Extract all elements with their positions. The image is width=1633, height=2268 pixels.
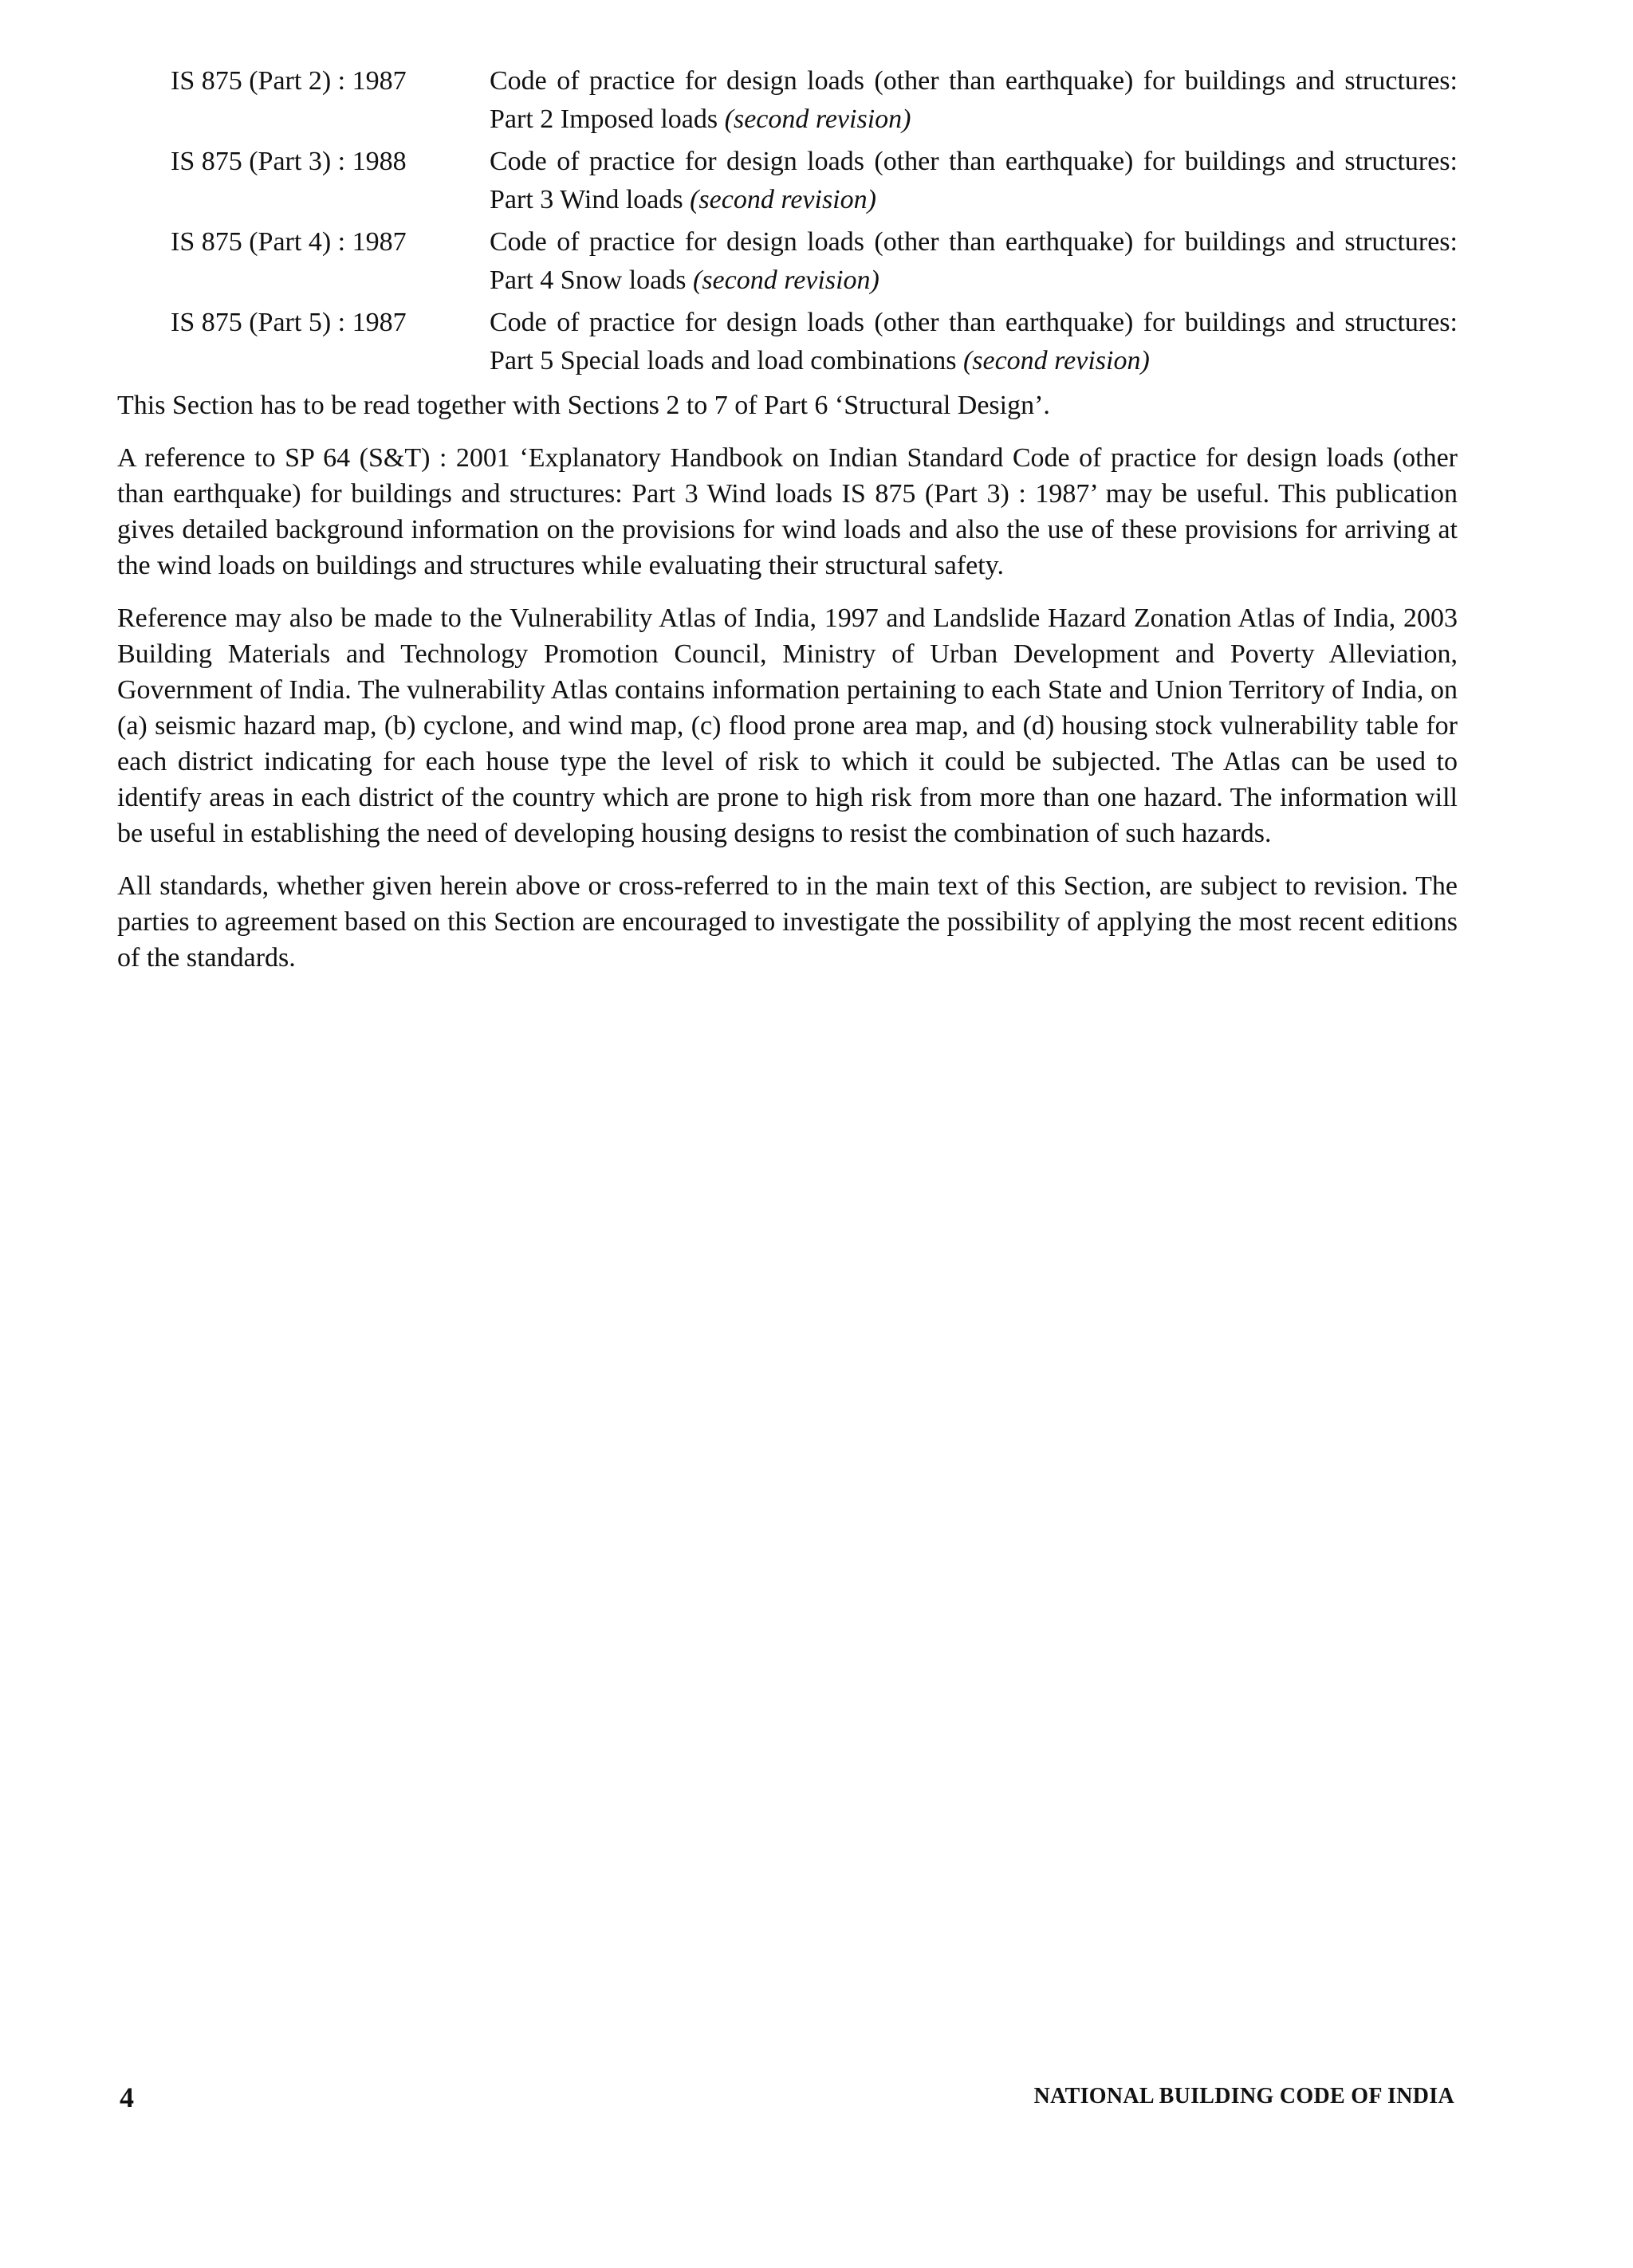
- reference-description: [490, 304, 1458, 380]
- reference-code: IS 875 (Part 3) : 1988: [171, 147, 407, 176]
- reference-title: Code of practice for design loads (other than earthquake) for buildings and structures: Part 4 Snow loads: [490, 227, 1458, 295]
- reference-description: [490, 223, 1458, 300]
- paragraph-section-note: This Section has to be read together with Sections 2 to 7 of Part 6 ‘Structural Design’.: [117, 391, 1050, 420]
- reference-title: Code of practice for design loads (other than earthquake) for buildings and structures: Part 5 Special loads and load combinations: [490, 308, 1458, 375]
- reference-item: [171, 223, 1458, 300]
- reference-code: IS 875 (Part 4) : 1987: [171, 227, 407, 257]
- reference-revision: (second revision): [693, 265, 879, 295]
- reference-title: Code of practice for design loads (other than earthquake) for buildings and structures: Part 2 Imposed loads: [490, 66, 1458, 134]
- reference-item: [171, 304, 1458, 380]
- reference-description: [490, 143, 1458, 219]
- paragraph-sp64-reference: A reference to SP 64 (S&T) : 2001 ‘Explanatory Handbook on Indian Standard Code of practice for design loads (other than earthquake) for buildings and structures: Part 3 Wind loads IS 875 (Part 3) : 1987’ may be useful. This publication gives detailed background information on the provisions for wind loads and also the use of these provisions for arriving at the wind loads on buildings and structures while evaluating their structural safety.: [117, 443, 1458, 580]
- reference-item: [171, 143, 1458, 219]
- reference-item: [171, 62, 1458, 139]
- paragraph-standards-revision: All standards, whether given herein above or cross-referred to in the main text of this Section, are subject to revision. The parties to agreement based on this Section are encouraged to investigate the possibility of applying the most recent editions of the standards.: [117, 871, 1458, 973]
- reference-revision: (second revision): [962, 346, 1150, 375]
- paragraph-vulnerability-atlas: Reference may also be made to the Vulnerability Atlas of India, 1997 and Landslide Hazard Zonation Atlas of India, 2003 Building Materials and Technology Promotion Council, Ministry of Urban Development and Poverty Alleviation, Government of India. The vulnerability Atlas contains information pertaining to each State and Union Territory of India, on (a) seismic hazard map, (b) cyclone, and wind map, (c) flood prone area map, and (d) housing stock vulnerability table for each district indicating for each house type the level of risk to which it could be subjected. The Atlas can be used to identify areas in each district of the country which are prone to high risk from more than one hazard. The information will be useful in establishing the need of developing housing designs to resist the combination of such hazards.: [117, 603, 1458, 848]
- reference-code: IS 875 (Part 5) : 1987: [171, 308, 407, 337]
- reference-description: [490, 62, 1458, 139]
- standards-reference-list: [171, 62, 1458, 384]
- running-footer-title: NATIONAL BUILDING CODE OF INDIA: [1033, 2084, 1454, 2109]
- reference-code: IS 875 (Part 2) : 1987: [171, 66, 407, 96]
- body-text: [117, 387, 1458, 992]
- reference-revision: (second revision): [690, 185, 876, 214]
- reference-title: Code of practice for design loads (other than earthquake) for buildings and structures: Part 3 Wind loads: [490, 147, 1458, 214]
- page-number: 4: [120, 2081, 134, 2113]
- reference-revision: (second revision): [724, 104, 911, 134]
